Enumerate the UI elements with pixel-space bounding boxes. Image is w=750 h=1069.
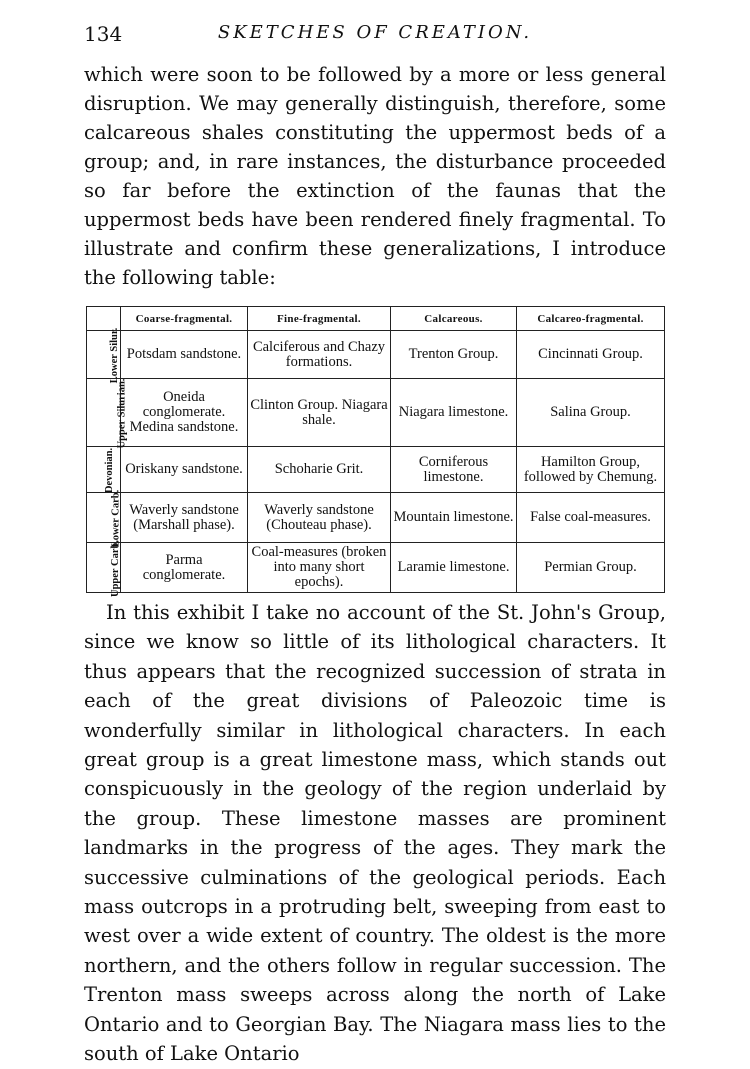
table-row	[87, 543, 665, 593]
era-label: Devonian.	[104, 447, 116, 494]
column-header: Calcareous.	[391, 307, 517, 331]
era-label: Upper Carb.	[109, 540, 121, 597]
column-header: Coarse-fragmental.	[121, 307, 248, 331]
era-cell	[87, 489, 122, 548]
column-header: Calcareo-fragmental.	[517, 307, 665, 331]
table-cell: Clinton Group. Niagara shale.	[248, 379, 391, 447]
paragraph-intro: which were soon to be followed by a more or less general disruption. We may generally distinguish, therefore, some calcareous shales constituting the uppermost beds of a group; and, in rare instances, the disturbance proceeded so far before the extinction of the faunas that the uppermost beds have been rendered finely fragmental. To illustrate and confirm these generalizations, I introduce the following table:	[84, 63, 666, 289]
strata-table	[86, 306, 665, 597]
table-row	[87, 331, 665, 379]
table-header-row	[87, 307, 665, 331]
table-cell: Laramie limestone.	[391, 543, 517, 593]
table-cell: Waverly sandstone (Marshall phase).	[121, 493, 248, 543]
table-row	[87, 447, 665, 493]
table-cell: Potsdam sandstone.	[121, 331, 248, 379]
table-cell: Waverly sandstone (Chouteau phase).	[248, 493, 391, 543]
table-cell: False coal-measures.	[517, 493, 665, 543]
paragraph-exhibit: In this exhibit I take no account of the St. John's Group, since we know so little of its lithological characters. It thus appears that the recognized succession of strata in each of the great divisions of Paleozoic time is wonderfully similar in lithological characters. In each great group is a great limestone mass, which stands out conspicuously in the geology of the region underlaid by the group. These limestone masses are prominent landmarks in the progress of the ages. They mark the successive culminations of the geological periods. Each mass outcrops in a protruding belt, sweeping from east to west over a wide extent of country. The oldest is the more northern, and the others follow in regular succession. The Trenton mass sweeps across along the north of Lake Ontario and to Georgian Bay. The Niagara mass lies to the south of Lake Ontario	[84, 601, 666, 1066]
table-cell: Calciferous and Chazy formations.	[248, 331, 391, 379]
table-cell: Salina Group.	[517, 379, 665, 447]
table-cell: Oriskany sandstone.	[121, 447, 248, 493]
era-cell	[87, 327, 121, 384]
running-title: SKETCHES OF CREATION.	[217, 22, 533, 43]
table-cell: Cincinnati Group.	[517, 331, 665, 379]
table-cell: Niagara limestone.	[391, 379, 517, 447]
era-label: Lower Carb.	[110, 489, 122, 548]
page-number: 134	[84, 22, 123, 46]
table-cell: Permian Group.	[517, 543, 665, 593]
era-cell	[87, 540, 121, 597]
column-header: Fine-fragmental.	[248, 307, 391, 331]
table-row	[87, 493, 665, 543]
table-cell: Hamilton Group, followed by Chemung.	[517, 447, 665, 493]
table-cell: Mountain limestone.	[391, 493, 517, 543]
era-cell	[87, 378, 128, 449]
era-label: Upper Silurian.	[116, 378, 128, 449]
running-head	[84, 22, 666, 50]
table-cell: Parma conglomerate.	[121, 543, 248, 593]
table-cell: Oneida conglomerate. Medina sandstone.	[121, 379, 248, 447]
table-row	[87, 379, 665, 447]
table-cell: Coal-measures (broken into many short epochs).	[248, 543, 391, 593]
era-label: Lower Silur.	[109, 327, 121, 384]
table-cell: Corniferous limestone.	[391, 447, 517, 493]
era-cell	[87, 447, 121, 493]
table-cell: Trenton Group.	[391, 331, 517, 379]
table-cell: Schoharie Grit.	[248, 447, 391, 493]
